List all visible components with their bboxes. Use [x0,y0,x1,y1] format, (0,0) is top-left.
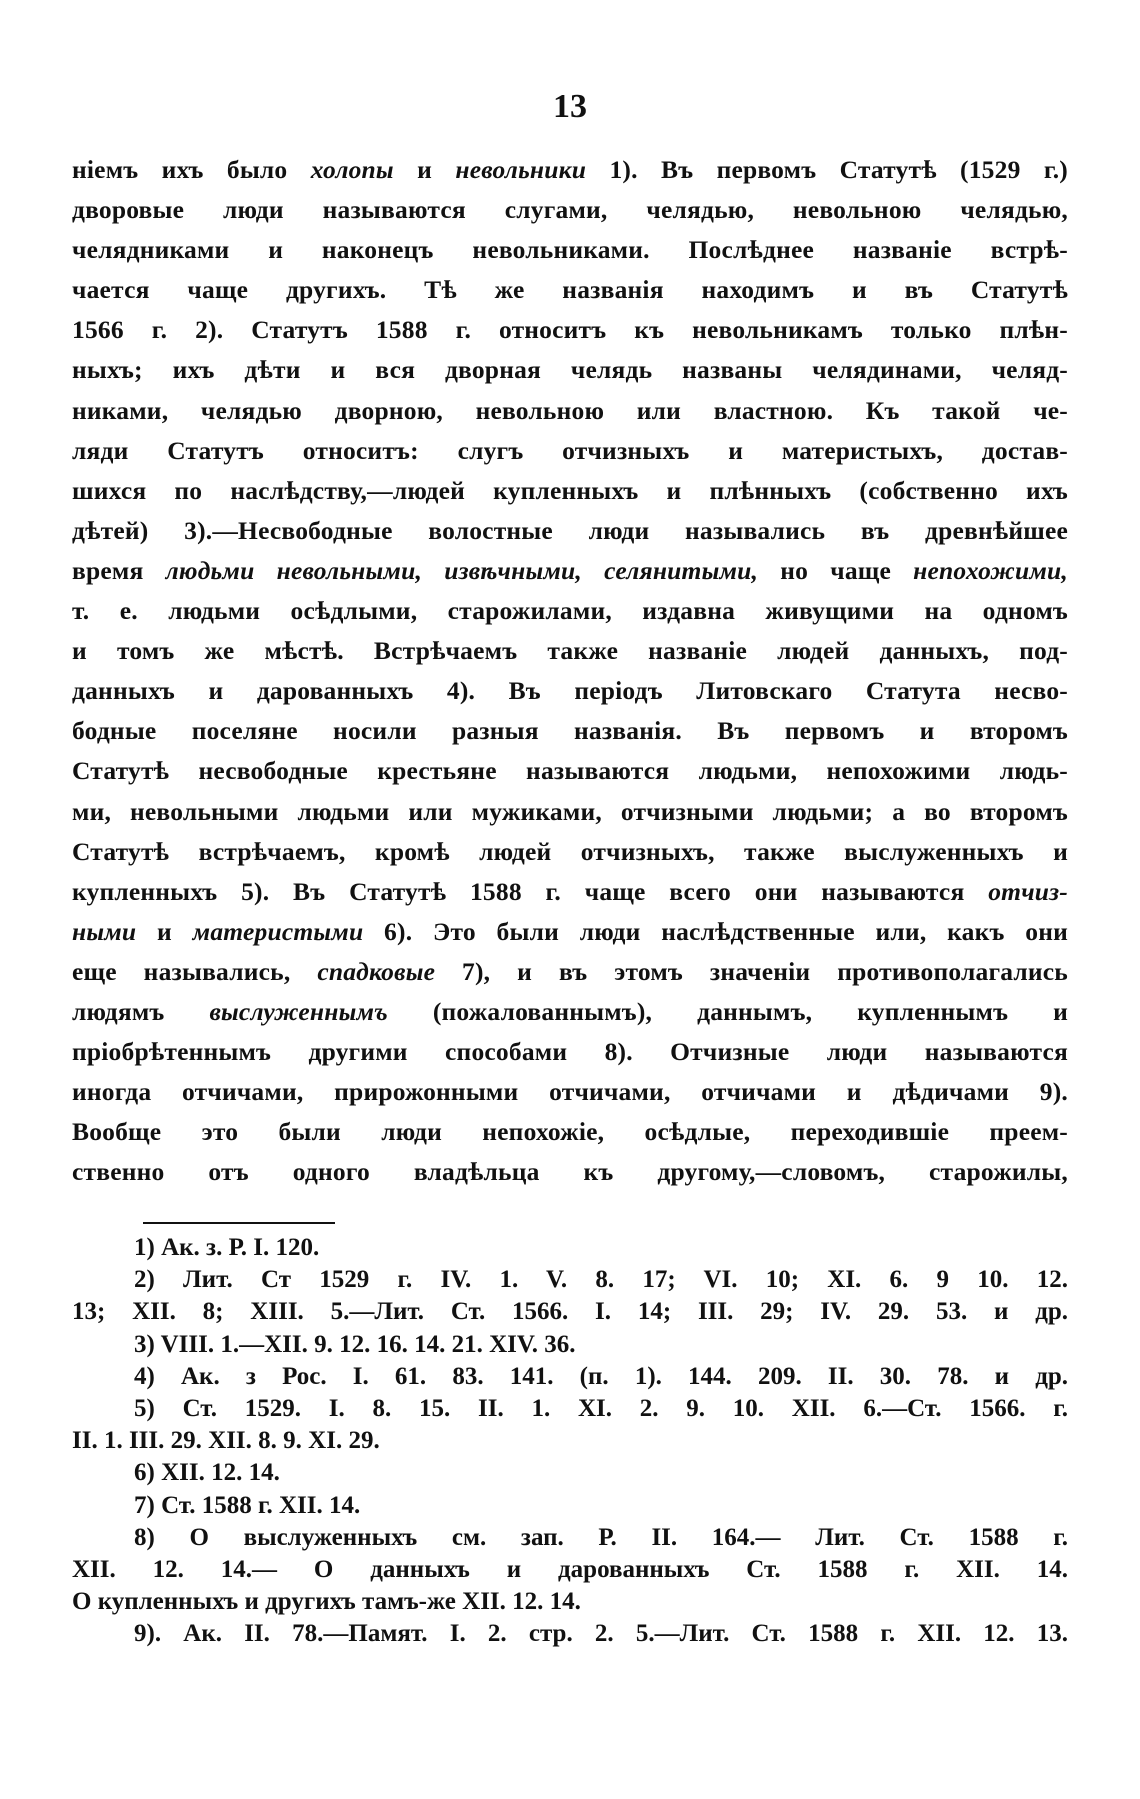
text-line [72,1032,1068,1072]
text-segment: шихся по наслѣдству,—людей купленныхъ и плѣнныхъ (собственно ихъ [72,475,1068,505]
text-segment: ляди Статутъ относитъ: слугъ отчизныхъ и материстыхъ, достав- [72,435,1068,465]
text-line [72,551,1068,591]
footnote-line: XII. 12. 14.— О данныхъ и дарованныхъ Ст. 1588 г. XII. 14. [72,1555,1068,1583]
text-line [72,230,1068,270]
text-segment: и [393,155,456,184]
text-segment: данныхъ и дарованныхъ 4). Въ періодъ Литовскаго Статута несво- [72,676,1068,706]
text-line [72,631,1068,671]
italic-term: материстыми [192,916,364,946]
footnotes [72,1232,1068,1650]
text-segment: Статутѣ встрѣчаемъ, кромѣ людей отчизныхъ, также выслуженныхъ и [72,836,1068,866]
text-segment: Статутѣ несвободные крестьяне называются людьми, непохожими людь- [72,756,1068,786]
text-segment: и [136,916,193,946]
italic-term: людьми невольными, извѣчными, селянитыми, [165,555,759,585]
text-line [72,350,1068,390]
italic-term: отчиз- [988,876,1068,906]
footnote-line: О купленныхъ и другихъ тамъ-же XII. 12. 14. [72,1588,581,1616]
footnote-line: 6) XII. 12. 14. [134,1459,280,1487]
text-segment: купленныхъ 5). Въ Статутѣ 1588 г. чаще всего они называются [72,876,989,906]
italic-term: спадковые [317,956,436,986]
text-segment: 1). Въ первомъ Статутѣ (1529 г.) [586,155,1069,184]
text-line [72,1072,1068,1112]
text-segment: еще назывались, [72,956,318,986]
text-line [72,310,1068,350]
text-segment: ніемъ ихъ было [72,155,311,184]
text-segment: 1566 г. 2). Статутъ 1588 г. относитъ къ невольникамъ только плѣн- [72,315,1068,345]
text-line [72,751,1068,791]
text-segment: чается чаще другихъ. Тѣ же названія находимъ и въ Статутѣ [72,275,1068,305]
footnote-line: 7) Ст. 1588 г. XII. 14. [134,1491,361,1519]
text-line [72,792,1068,832]
text-segment: иногда отчичами, прирожонными отчичами, отчичами и дѣдичами 9). [72,1077,1068,1107]
text-line [72,1152,1068,1192]
text-segment: дворовые люди называются слугами, челядью, невольною челядью, [72,195,1068,225]
text-line [72,150,1068,190]
italic-term: холопы [310,155,394,184]
text-line [72,391,1068,431]
footnote-line: 8) О выслуженныхъ см. зап. Р. II. 164.— Лит. Ст. 1588 г. [134,1523,1068,1551]
footnote-divider [143,1222,335,1224]
italic-term: непохожими, [913,555,1068,585]
footnote-line: 1) Ак. з. Р. I. 120. [134,1234,320,1261]
text-line [72,912,1068,952]
text-segment: (пожалованнымъ), даннымъ, купленнымъ и [387,996,1068,1026]
footnote-line: II. 1. III. 29. XII. 8. 9. XI. 29. [72,1427,380,1455]
italic-term: невольники [455,155,587,184]
footnote-line: 3) VIII. 1.—XII. 9. 12. 16. 14. 21. XIV. 36. [134,1330,576,1358]
text-line [72,671,1068,711]
text-segment: т. е. людьми осѣдлыми, старожилами, издавна живущими на одномъ [72,596,1068,626]
text-segment: время [72,555,166,585]
text-segment: людямъ [72,996,210,1026]
text-line [72,190,1068,230]
page-number: 13 [553,88,587,125]
text-segment: бодные поселяне носили разныя названія. Въ первомъ и второмъ [72,716,1068,746]
footnote-line: 9). Ак. II. 78.—Памят. I. 2. стр. 2. 5.—Лит. Ст. 1588 г. XII. 12. 13. [134,1620,1068,1648]
footnote-line: 4) Ак. з Рос. I. 61. 83. 141. (п. 1). 144. 209. II. 30. 78. и др. [134,1362,1068,1390]
text-segment: но чаще [758,555,914,585]
text-segment: и томъ же мѣстѣ. Встрѣчаемъ также названіе людей данныхъ, под- [72,636,1068,666]
text-segment: 6). Это были люди наслѣдственные или, какъ они [363,916,1068,946]
text-segment: челядниками и наконецъ невольниками. Послѣднее названіе встрѣ- [72,235,1068,265]
text-segment: дѣтей) 3).—Несвободные волостные люди назывались въ древнѣйшее [72,515,1068,545]
text-line [72,511,1068,551]
text-segment: ныхъ; ихъ дѣти и вся дворная челядь названы челядинами, челяд- [72,355,1068,385]
text-line [72,1112,1068,1152]
text-segment: ственно отъ одного владѣльца къ другому,—словомъ, старожилы, [72,1157,1068,1187]
main-text [72,150,1068,1192]
text-segment: никами, челядью дворною, невольною или властною. Къ такой че- [72,395,1068,425]
text-line [72,711,1068,751]
italic-term: ными [72,916,137,946]
text-line [72,872,1068,912]
footnote-line: 5) Ст. 1529. I. 8. 15. II. 1. XI. 2. 9. 10. XII. 6.—Ст. 1566. г. [134,1394,1068,1422]
text-line [72,992,1068,1032]
text-segment: ми, невольными людьми или мужиками, отчизными людьми; а во второмъ [72,796,1068,826]
text-line [72,952,1068,992]
text-segment: 7), и въ этомъ значеніи противополагались [435,956,1068,986]
text-line [72,431,1068,471]
footnote-line: 2) Лит. Ст 1529 г. IV. 1. V. 8. 17; VI. 10; XI. 6. 9 10. 12. [134,1266,1068,1294]
text-line [72,591,1068,631]
italic-term: выслуженнымъ [209,996,388,1026]
text-line [72,471,1068,511]
text-line [72,270,1068,310]
footnote-line: 13; XII. 8; XIII. 5.—Лит. Ст. 1566. I. 14; III. 29; IV. 29. 53. и др. [72,1298,1068,1326]
text-segment: пріобрѣтеннымъ другими способами 8). Отчизные люди называются [72,1037,1068,1067]
text-segment: Вообще это были люди непохожіе, осѣдлые, переходившіе преем- [72,1117,1068,1147]
text-line [72,832,1068,872]
